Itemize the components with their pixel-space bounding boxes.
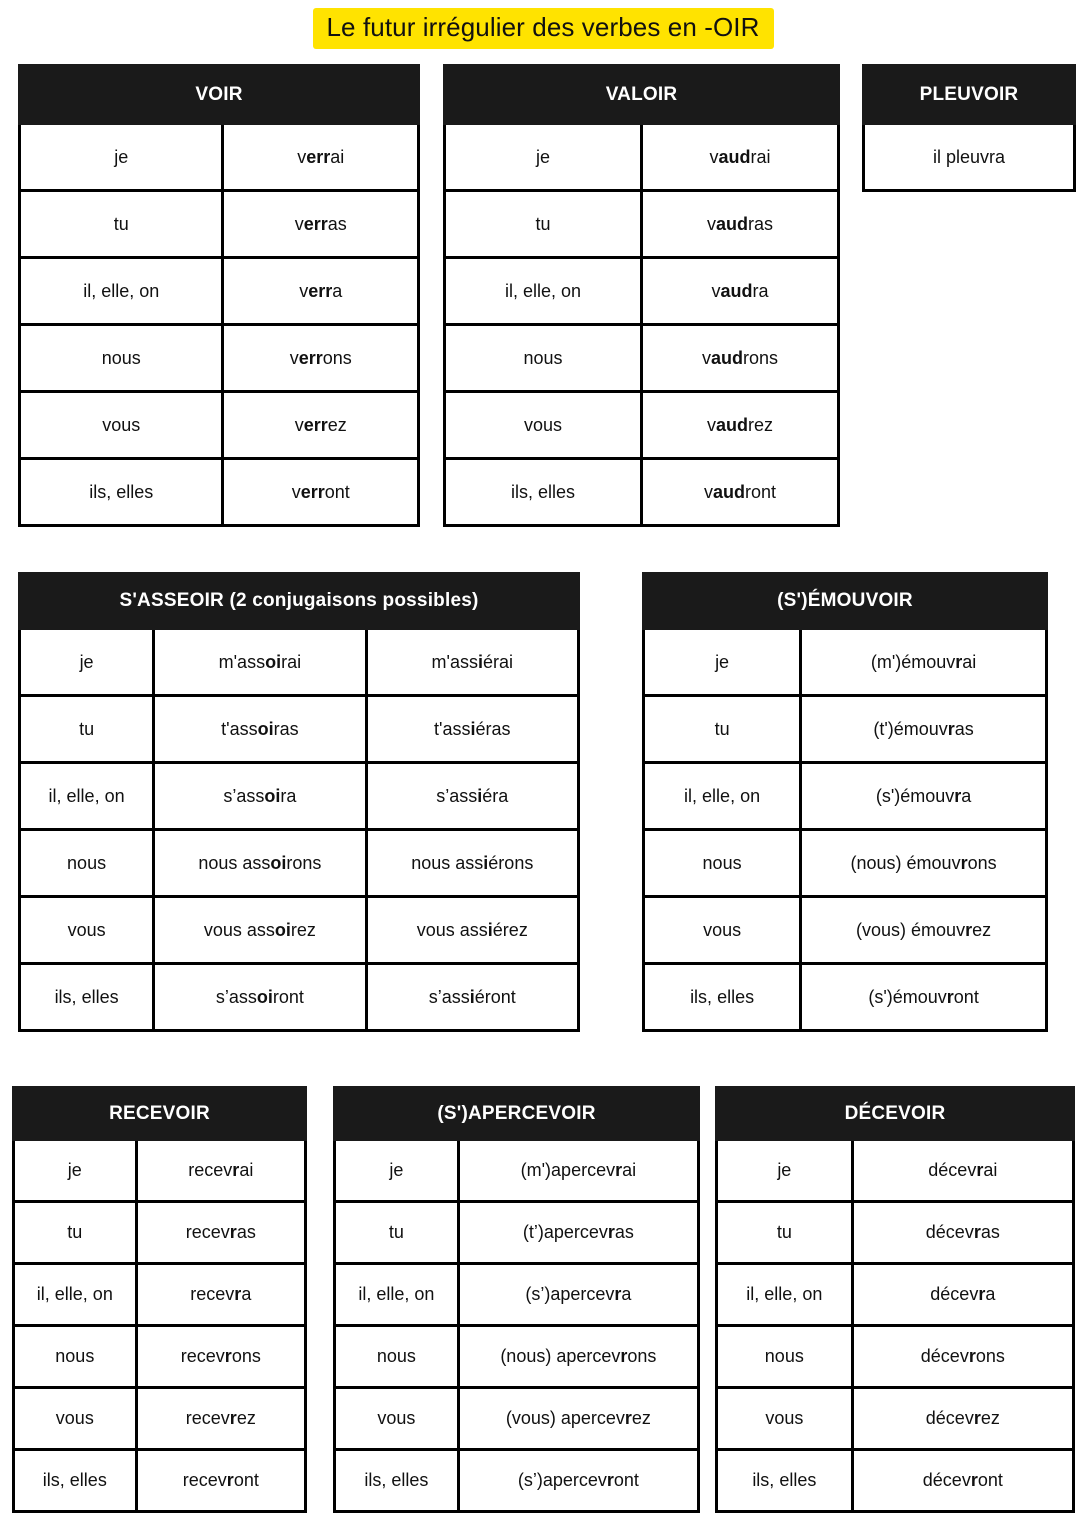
table-row <box>717 1264 1074 1326</box>
table-decevoir <box>715 1086 1075 1513</box>
cell-pronoun: il, elle, on <box>335 1264 459 1326</box>
cell-pronoun: vous <box>445 392 642 459</box>
cell-form: vaudrons <box>642 325 839 392</box>
cell-pronoun: tu <box>717 1202 853 1264</box>
table-row <box>20 897 579 964</box>
cell-form: (s’)apercevra <box>458 1264 698 1326</box>
cell-pronoun: ils, elles <box>644 964 801 1031</box>
table-row <box>20 325 419 392</box>
table-body-decevoir <box>717 1140 1074 1512</box>
table-header-voir: VOIR <box>20 66 419 124</box>
cell-pronoun: tu <box>445 191 642 258</box>
cell-pronoun: ils, elles <box>20 459 223 526</box>
cell-pronoun: il, elle, on <box>644 763 801 830</box>
table-body-asseoir <box>20 629 579 1031</box>
conjugation-table-recevoir <box>12 1086 307 1513</box>
cell-pronoun: je <box>20 124 223 191</box>
cell-pronoun: il, elle, on <box>445 258 642 325</box>
cell-pronoun: il, elle, on <box>20 763 154 830</box>
cell-form: (t’)apercevras <box>458 1202 698 1264</box>
table-body-apercevoir <box>335 1140 699 1512</box>
cell-form: recevrez <box>136 1388 305 1450</box>
cell-pronoun: tu <box>20 191 223 258</box>
cell-form: (s')émouvront <box>801 964 1047 1031</box>
table-row <box>717 1388 1074 1450</box>
table-body-voir <box>20 124 419 526</box>
conjugation-table-pleuvoir <box>862 64 1076 192</box>
cell-pronoun: ils, elles <box>335 1450 459 1512</box>
cell-pronoun: nous <box>20 325 223 392</box>
table-row <box>14 1140 306 1202</box>
cell-pronoun: je <box>445 124 642 191</box>
cell-form: décevrai <box>852 1140 1073 1202</box>
cell-form: décevrez <box>852 1388 1073 1450</box>
table-row <box>864 124 1075 191</box>
table-row <box>445 258 839 325</box>
table-row <box>644 830 1047 897</box>
cell-form: (m')émouvrai <box>801 629 1047 696</box>
cell-form: vaudras <box>642 191 839 258</box>
cell-pronoun: ils, elles <box>14 1450 137 1512</box>
cell-pronoun: vous <box>14 1388 137 1450</box>
table-asseoir <box>18 572 580 1032</box>
table-row <box>717 1326 1074 1388</box>
cell-form-variant-1: nous assoirons <box>154 830 366 897</box>
cell-pronoun: je <box>717 1140 853 1202</box>
cell-form: décevra <box>852 1264 1073 1326</box>
cell-pronoun: je <box>335 1140 459 1202</box>
cell-form: recevrai <box>136 1140 305 1202</box>
cell-form: verrai <box>223 124 419 191</box>
conjugation-table-decevoir <box>715 1086 1075 1513</box>
cell-pronoun: je <box>644 629 801 696</box>
table-row <box>644 763 1047 830</box>
cell-pronoun: nous <box>717 1326 853 1388</box>
table-row <box>335 1326 699 1388</box>
cell-form: décevront <box>852 1450 1073 1512</box>
cell-pronoun: nous <box>445 325 642 392</box>
table-row <box>644 629 1047 696</box>
table-row <box>335 1450 699 1512</box>
cell-pronoun: il, elle, on <box>717 1264 853 1326</box>
table-row <box>20 392 419 459</box>
cell-form-variant-1: s’assoiront <box>154 964 366 1031</box>
table-row <box>20 629 579 696</box>
table-row <box>14 1388 306 1450</box>
cell-form-variant-2: t'assiéras <box>366 696 578 763</box>
cell-pronoun: nous <box>644 830 801 897</box>
cell-pronoun: nous <box>14 1326 137 1388</box>
cell-pronoun: je <box>14 1140 137 1202</box>
cell-form: recevra <box>136 1264 305 1326</box>
cell-form-variant-2: nous assiérons <box>366 830 578 897</box>
cell-form: verrons <box>223 325 419 392</box>
table-body-recevoir <box>14 1140 306 1512</box>
title-banner <box>0 0 1086 53</box>
cell-form-variant-2: s’assiéra <box>366 763 578 830</box>
table-row <box>644 964 1047 1031</box>
cell-pronoun: ils, elles <box>445 459 642 526</box>
cell-pronoun: vous <box>717 1388 853 1450</box>
cell-form: vaudront <box>642 459 839 526</box>
cell-form-pleuvoir: il pleuvra <box>864 124 1075 191</box>
cell-pronoun: je <box>20 629 154 696</box>
cell-pronoun: ils, elles <box>717 1450 853 1512</box>
table-row <box>20 258 419 325</box>
cell-pronoun: ils, elles <box>20 964 154 1031</box>
cell-pronoun: il, elle, on <box>14 1264 137 1326</box>
conjugation-table-voir <box>18 64 420 527</box>
conjugation-table-emouvoir <box>642 572 1048 1032</box>
cell-pronoun: nous <box>335 1326 459 1388</box>
table-row <box>445 124 839 191</box>
table-row <box>14 1450 306 1512</box>
cell-form-variant-1: m'assoirai <box>154 629 366 696</box>
table-row <box>717 1450 1074 1512</box>
cell-form: verra <box>223 258 419 325</box>
cell-form: verrez <box>223 392 419 459</box>
conjugation-table-asseoir <box>18 572 580 1032</box>
cell-form: (nous) apercevrons <box>458 1326 698 1388</box>
conjugation-table-valoir <box>443 64 840 527</box>
cell-form: recevras <box>136 1202 305 1264</box>
conjugation-table-apercevoir <box>333 1086 700 1513</box>
table-emouvoir <box>642 572 1048 1032</box>
table-header-emouvoir: (S')ÉMOUVOIR <box>644 574 1047 629</box>
table-valoir <box>443 64 840 527</box>
cell-pronoun: vous <box>20 897 154 964</box>
table-row <box>445 325 839 392</box>
cell-form-variant-2: m'assiérai <box>366 629 578 696</box>
cell-pronoun: vous <box>335 1388 459 1450</box>
cell-pronoun: vous <box>20 392 223 459</box>
table-row <box>20 830 579 897</box>
cell-form-variant-1: t'assoiras <box>154 696 366 763</box>
table-row <box>20 964 579 1031</box>
table-row <box>717 1140 1074 1202</box>
cell-pronoun: vous <box>644 897 801 964</box>
cell-form: (m')apercevrai <box>458 1140 698 1202</box>
cell-form: vaudrez <box>642 392 839 459</box>
cell-form: verront <box>223 459 419 526</box>
table-row <box>335 1202 699 1264</box>
table-row <box>644 897 1047 964</box>
table-row <box>20 696 579 763</box>
cell-pronoun: tu <box>20 696 154 763</box>
cell-form: (s')émouvra <box>801 763 1047 830</box>
cell-pronoun: il, elle, on <box>20 258 223 325</box>
table-row <box>335 1140 699 1202</box>
table-body-valoir <box>445 124 839 526</box>
cell-form: décevrons <box>852 1326 1073 1388</box>
cell-form: (vous) émouvrez <box>801 897 1047 964</box>
table-row <box>717 1202 1074 1264</box>
table-header-recevoir: RECEVOIR <box>14 1088 306 1140</box>
table-recevoir <box>12 1086 307 1513</box>
table-row <box>14 1202 306 1264</box>
table-row <box>644 696 1047 763</box>
table-header-valoir: VALOIR <box>445 66 839 124</box>
table-apercevoir <box>333 1086 700 1513</box>
table-header-apercevoir: (S')APERCEVOIR <box>335 1088 699 1140</box>
cell-form-variant-2: s’assiéront <box>366 964 578 1031</box>
cell-form: recevrons <box>136 1326 305 1388</box>
cell-form-variant-1: s’assoira <box>154 763 366 830</box>
table-row <box>20 191 419 258</box>
table-row <box>20 459 419 526</box>
cell-form: verras <box>223 191 419 258</box>
cell-form: (s’)apercevront <box>458 1450 698 1512</box>
table-row <box>335 1264 699 1326</box>
table-header-pleuvoir: PLEUVOIR <box>864 66 1075 124</box>
table-row <box>445 191 839 258</box>
table-row <box>14 1326 306 1388</box>
table-row <box>445 392 839 459</box>
cell-form: (nous) émouvrons <box>801 830 1047 897</box>
table-row <box>445 459 839 526</box>
table-body-emouvoir <box>644 629 1047 1031</box>
cell-pronoun: tu <box>335 1202 459 1264</box>
page-title: Le futur irrégulier des verbes en -OIR <box>313 8 774 49</box>
table-header-decevoir: DÉCEVOIR <box>717 1088 1074 1140</box>
table-row <box>20 763 579 830</box>
cell-form: (vous) apercevrez <box>458 1388 698 1450</box>
cell-form: (t')émouvras <box>801 696 1047 763</box>
cell-form: vaudra <box>642 258 839 325</box>
cell-form: recevront <box>136 1450 305 1512</box>
cell-pronoun: tu <box>14 1202 137 1264</box>
table-row <box>14 1264 306 1326</box>
cell-pronoun: tu <box>644 696 801 763</box>
table-voir <box>18 64 420 527</box>
table-pleuvoir <box>862 64 1076 192</box>
cell-form-variant-2: vous assiérez <box>366 897 578 964</box>
cell-pronoun: nous <box>20 830 154 897</box>
cell-form-variant-1: vous assoirez <box>154 897 366 964</box>
table-row <box>335 1388 699 1450</box>
cell-form: décevras <box>852 1202 1073 1264</box>
cell-form: vaudrai <box>642 124 839 191</box>
table-row <box>20 124 419 191</box>
table-header-asseoir: S'ASSEOIR (2 conjugaisons possibles) <box>20 574 579 629</box>
